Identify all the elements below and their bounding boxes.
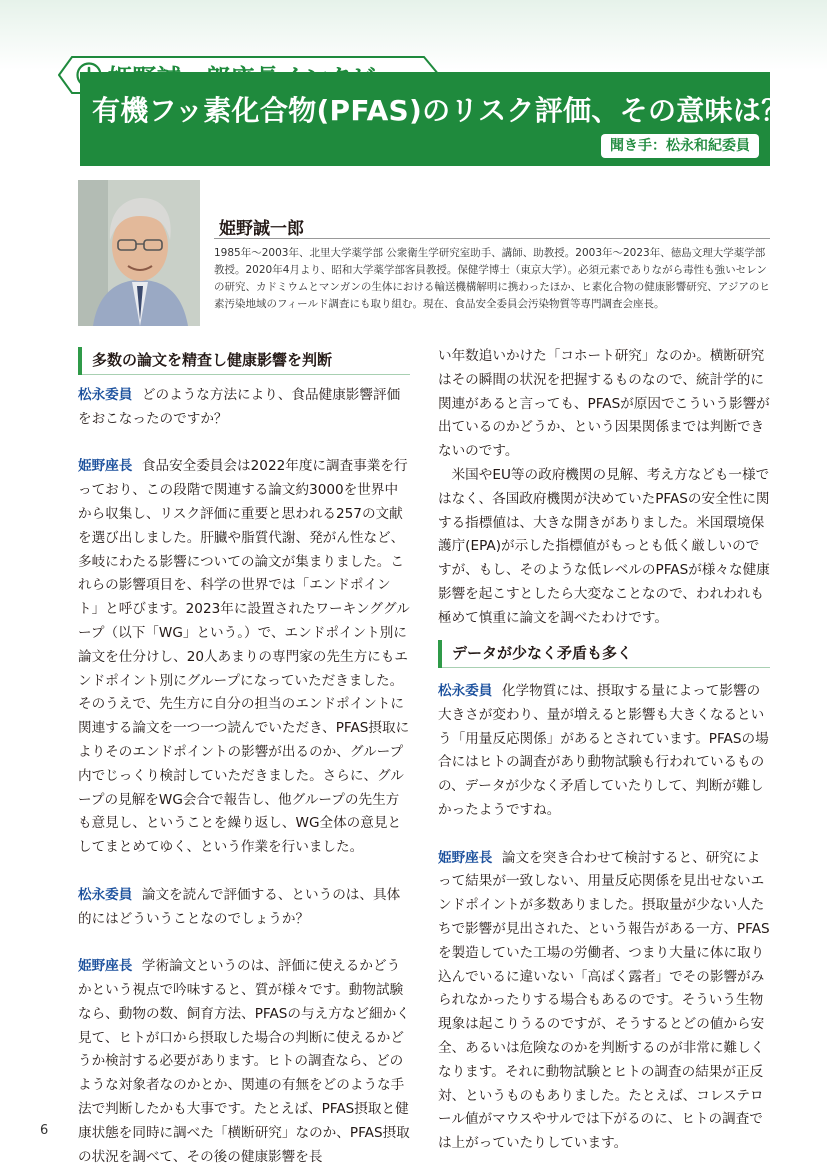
qa-paragraph	[78, 884, 411, 932]
paragraph-text: 論文を読んで評価する、というのは、具体的にはどういうことなのでしょうか？	[78, 886, 401, 927]
profile-divider	[214, 238, 770, 239]
speaker-label: 松永委員	[78, 387, 133, 403]
qa-paragraph	[438, 680, 771, 823]
right-column-bottom	[438, 680, 771, 1156]
paragraph-text: 食品安全委員会は2022年度に調査事業を行っており、この段階で関連する論文約3000を世界中から収集し、リスク評価に重要と思われる257の文献を選び出しました。肝臓や脂質代謝、発がん性など、多岐にわたる影響についての論文が集まりました。これらの影響項目を、科学の世界では「エンドポイント」と呼びます。2023年に設置されたワーキンググループ（以下「WG」という。）で、エンドポイント別に論文を仕分けし、20人あまりの専門家の先生方にもエンドポイント別にグループになっていただきました。そのうえで、先生方に自分の担当のエンドポイントに関連する論文を一つ一つ読んでいただき、PFAS摂取によりそのエンドポイントの影響が出るのか、グループ内でじっくり検討していただきました。さらに、グループの見解をWG会合で報告し、他グループの先生方も意見し、ということを繰り返し、WG全体の意見としてまとめてゆく、という作業を行いました。	[78, 458, 410, 856]
qa-paragraph	[78, 955, 411, 1169]
section-heading-2-text: データが少なく矛盾も多く	[452, 644, 633, 662]
continued-paragraph: い年数追いかけた「コホート研究」なのか。横断研究はその瞬間の状況を把握するものなので、統計学的に関連があると言っても、PFASが原因でこういう影響が出ているのかどうか、という因果関係までは判断できないのです。	[438, 348, 770, 460]
speaker-label: 姫野座長	[438, 849, 493, 866]
interviewer-label: 聞き手：松永和紀委員	[601, 134, 759, 158]
page-number: 6	[40, 1123, 49, 1138]
profile-name: 姫野誠一郎	[219, 219, 304, 239]
main-title: 有機フッ素化合物(PFAS)のリスク評価、その意味は？	[92, 94, 790, 127]
paragraph: 米国やEU等の政府機関の見解、考え方なども一様ではなく、各国政府機関が決めていたPFASの安全性に関する指標値は、大きな開きがありました。米国環境保護庁(EPA)が示した指標値がもっとも低く厳しいのですが、もし、そのような低レベルのPFASが様々な健康影響を起こすとしたら大変なことなので、われわれも極めて慎重に論文を調べたわけです。	[438, 466, 770, 626]
paragraph-text: 論文を突き合わせて検討すると、研究によって結果が一致しない、用量反応関係を見出せないエンドポイントが多数ありました。摂取量が少ない人たちで影響が見出された、という報告がある一方、PFASを製造していた工場の労働者、つまり大量に体に取り込んでいるに違いない「高ばく露者」でその影響がみられなかったりする場合もあるのです。そういう生物現象は起こりうるのですが、そうするとどの値から安全、あるいは危険なのかを判断するのが非常に難しくなります。それに動物試験とヒトの調査の結果が正反対、というものもありました。たとえば、コレステロール値がマウスやサルでは下がるのに、ヒトの調査では上がっていたりしています。	[438, 849, 770, 1152]
speaker-label: 姫野座長	[78, 958, 133, 975]
qa-paragraph	[438, 847, 771, 1156]
section-heading-1-text: 多数の論文を精査し健康影響を判断	[92, 351, 333, 369]
speaker-label: 姫野座長	[78, 458, 133, 475]
paragraph-text: 学術論文というのは、評価に使えるかどうかという視点で吟味すると、質が様々です。動物試験なら、動物の数、飼育方法、PFASの与え方など細かく見て、ヒトが口から摂取した場合の判断に使えるかどうか検討する必要があります。ヒトの調査なら、どのような対象者なのかとか、関連の有無をどのような手法で判断したかも大事です。たとえば、PFAS摂取と健康状態を同時に調べた「横断研究」なのか、PFAS摂取の状況を調べて、その後の健康影響を長	[78, 958, 410, 1165]
profile-bio: 1985年〜2003年、北里大学薬学部 公衆衛生学研究室助手、講師、助教授。2003年〜2023年、徳島文理大学薬学部教授。2020年4月より、昭和大学薬学部客員教授。保健学博士（東京大学）。必須元素でありながら毒性も強いセレンの研究、カドミウムとマンガンの生体における輸送機構解明に携わったほか、ヒ素化合物の健康影響研究、アジアのヒ素汚染地域のフィールド調査にも取り組む。現在、食品安全委員会汚染物質等専門調査会座長。	[214, 247, 770, 310]
speaker-label: 松永委員	[438, 683, 493, 699]
portrait-photo	[78, 180, 200, 326]
section-heading-2	[438, 640, 770, 668]
speaker-label: 松永委員	[78, 886, 133, 903]
right-column-top	[438, 345, 771, 631]
paragraph-text: 化学物質には、摂取する量によって影響の大きさが変わり、量が増えると影響も大きくなるという「用量反応関係」があるとされています。PFASの場合にはヒトの調査があり動物試験も行われているものの、データが少なく矛盾していたりして、判断が難しかったようですね。	[438, 683, 769, 818]
qa-paragraph	[78, 384, 411, 432]
qa-paragraph	[78, 455, 411, 860]
left-column	[78, 384, 411, 1169]
paragraph-text: どのような方法により、食品健康影響評価をおこなったのですか？	[78, 387, 401, 427]
section-heading-1	[78, 347, 410, 375]
